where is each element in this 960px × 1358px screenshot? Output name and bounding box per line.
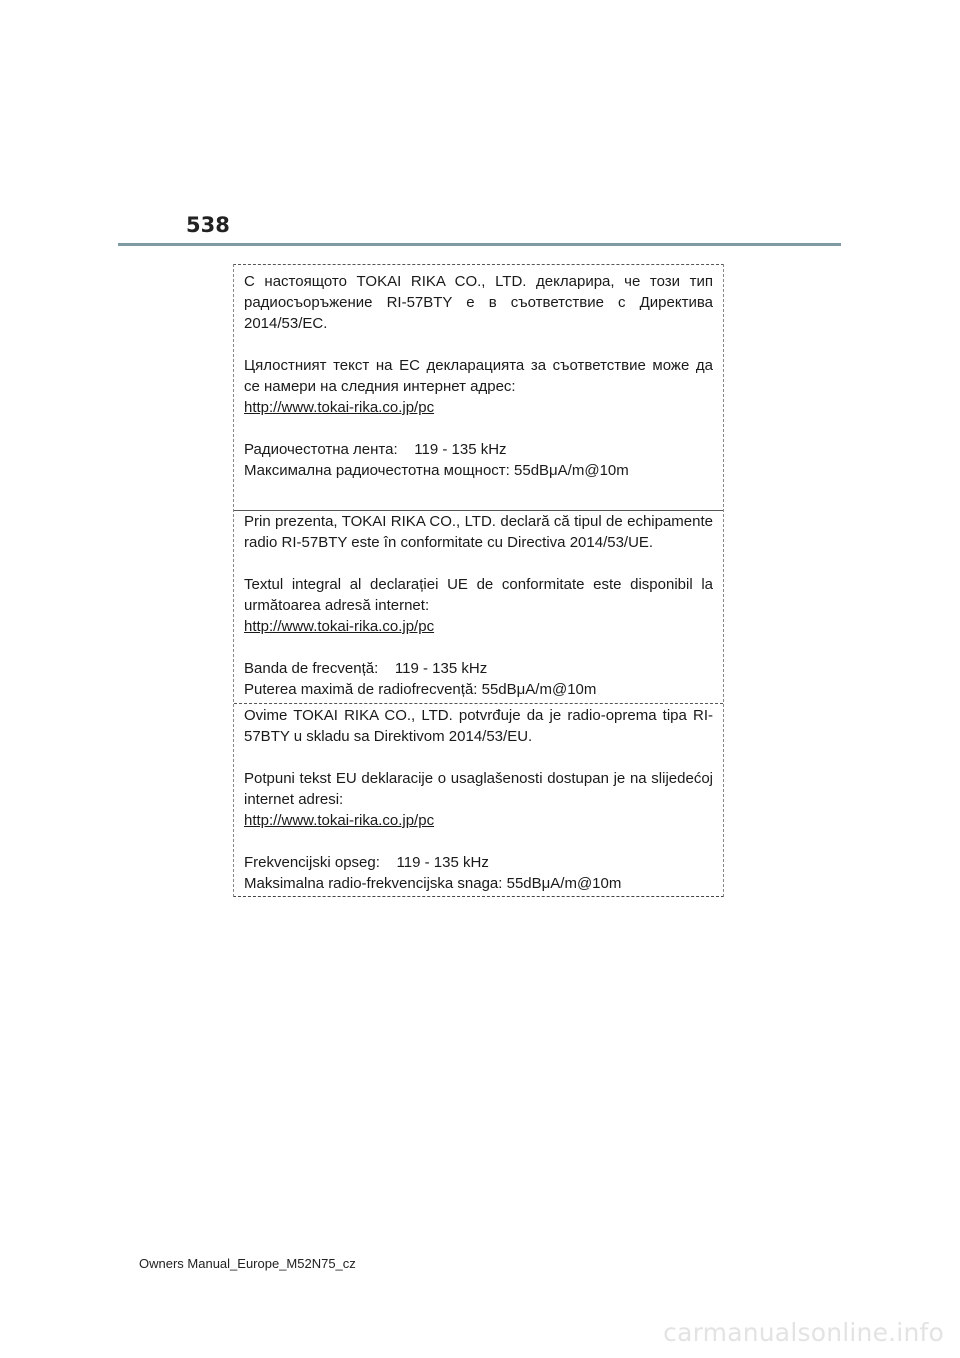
declaration-link[interactable]: http://www.tokai-rika.co.jp/pc <box>244 618 435 635</box>
page-number: 538 <box>186 213 230 237</box>
declaration-text: С настоящото TOKAI RIKA CO., LTD. декларира, че този тип радиосъоръжение RI-57BTY е в съответствие с Директива 2014/53/ЕС. <box>244 273 713 332</box>
max-power: Maksimalna radio-frekvencijska snaga: 55dBμA/m@10m <box>244 875 622 892</box>
watermark: carmanualsonline.info <box>663 1318 944 1347</box>
declaration-text: Prin prezenta, TOKAI RIKA CO., LTD. declară că tipul de echipamente radio RI-57BTY este în conformitate cu Directiva 2014/53/UE. <box>244 513 713 551</box>
section-bulgarian <box>234 271 723 511</box>
section-romanian <box>234 511 723 704</box>
fulltext-note: Textul integral al declarației UE de conformitate este disponibil la următoarea adresă internet: <box>244 576 713 614</box>
fulltext-note: Potpuni tekst EU deklaracije o usaglašenosti dostupan je na slijedećoj internet adresi: <box>244 770 713 808</box>
section-croatian <box>234 705 723 895</box>
fulltext-note: Цялостният текст на ЕС декларацията за съответствие може да се намери на следния интернет адрес: <box>244 357 713 395</box>
declaration-link[interactable]: http://www.tokai-rika.co.jp/pc <box>244 399 435 416</box>
frequency-band: Frekvencijski opseg: 119 - 135 kHz <box>244 854 489 871</box>
max-power: Максимална радиочестотна мощност: 55dBμA/m@10m <box>244 462 629 479</box>
max-power: Puterea maximă de radiofrecvență: 55dBμA/m@10m <box>244 681 597 698</box>
header-rule <box>118 243 841 246</box>
frequency-band: Banda de frecvență: 119 - 135 kHz <box>244 660 488 677</box>
certification-box <box>233 264 724 897</box>
declaration-text: Ovime TOKAI RIKA CO., LTD. potvrđuje da je radio-oprema tipa RI-57BTY u skladu sa Direktivom 2014/53/EU. <box>244 707 713 745</box>
manual-footer: Owners Manual_Europe_M52N75_cz <box>139 1256 356 1271</box>
declaration-link[interactable]: http://www.tokai-rika.co.jp/pc <box>244 812 435 829</box>
frequency-band: Радиочестотна лента: 119 - 135 kHz <box>244 441 507 458</box>
